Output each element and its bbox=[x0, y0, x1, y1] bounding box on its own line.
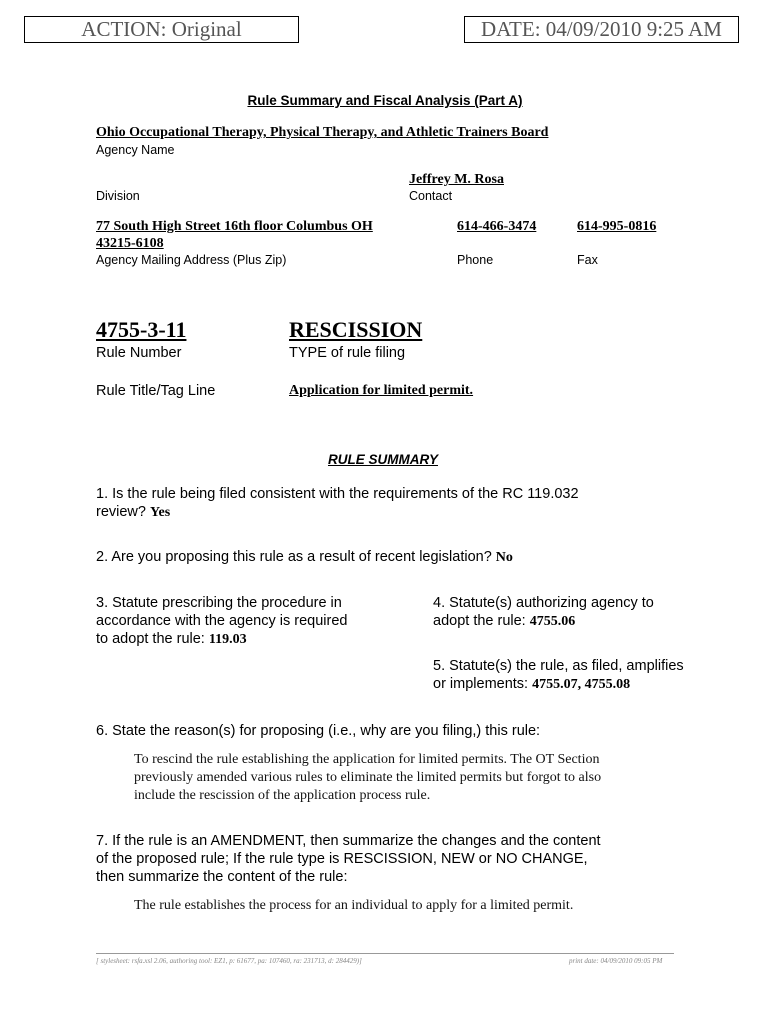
answer-6-line-3: include the rescission of the application process rule. bbox=[134, 788, 431, 803]
answer-1: Yes bbox=[150, 505, 171, 520]
contact-label: Contact bbox=[409, 189, 453, 203]
question-2-text: 2. Are you proposing this rule as a result of recent legislation? bbox=[96, 549, 492, 565]
action-text: ACTION: Original bbox=[81, 17, 242, 41]
question-4-text-end: adopt the rule: bbox=[433, 613, 526, 629]
answer-7: The rule establishes the process for an individual to apply for a limited permit. bbox=[134, 898, 574, 913]
date-box bbox=[464, 16, 739, 43]
question-3-text-end: to adopt the rule: bbox=[96, 631, 205, 647]
question-1 bbox=[96, 485, 696, 522]
rule-number-label: Rule Number bbox=[96, 345, 182, 361]
fax-label: Fax bbox=[577, 253, 598, 267]
question-7-line-3: then summarize the content of the rule: bbox=[96, 869, 348, 885]
phone-number: 614-466-3474 bbox=[457, 219, 537, 234]
division-label: Division bbox=[96, 189, 140, 203]
answer-4: 4755.06 bbox=[529, 614, 576, 629]
question-5-text-end: or implements: bbox=[433, 676, 529, 692]
question-1-review: review? bbox=[96, 504, 146, 520]
question-7 bbox=[96, 832, 746, 886]
footer-divider bbox=[96, 953, 674, 954]
answer-5: 4755.07, 4755.08 bbox=[532, 677, 631, 692]
rule-summary-heading: RULE SUMMARY bbox=[327, 452, 438, 467]
footer-stylesheet: [ stylesheet: rsfa.xsl 2.06, authoring tool: EZ1, p: 61677, pa: 107460, ra: 231713, d: 284429)] bbox=[96, 957, 362, 965]
footer-print-date: print date: 04/09/2010 09:05 PM bbox=[569, 957, 663, 965]
agency-name: Ohio Occupational Therapy, Physical Therapy, and Athletic Trainers Board bbox=[96, 125, 549, 140]
question-5 bbox=[433, 657, 743, 694]
answer-6-line-2: previously amended various rules to eliminate the limited permits but forgot to also bbox=[134, 770, 602, 785]
question-4 bbox=[433, 594, 743, 631]
question-3-line-2: accordance with the agency is required bbox=[96, 613, 348, 629]
rule-title: Application for limited permit. bbox=[289, 383, 474, 398]
address-line-1: 77 South High Street 16th floor Columbus OH bbox=[96, 219, 373, 234]
phone-label: Phone bbox=[457, 253, 494, 267]
answer-6 bbox=[134, 751, 744, 805]
question-4-line-1: 4. Statute(s) authorizing agency to bbox=[433, 595, 654, 611]
question-7-line-1: 7. If the rule is an AMENDMENT, then summarize the changes and the content bbox=[96, 833, 601, 849]
fax-number: 614-995-0816 bbox=[577, 219, 657, 234]
answer-3: 119.03 bbox=[208, 632, 247, 647]
question-3 bbox=[96, 594, 416, 649]
question-1-line-1: 1. Is the rule being filed consistent with the requirements of the RC 119.032 bbox=[96, 486, 579, 502]
answer-2: No bbox=[495, 550, 513, 565]
rule-number: 4755-3-11 bbox=[96, 317, 187, 342]
rule-title-label: Rule Title/Tag Line bbox=[96, 383, 216, 399]
address-label: Agency Mailing Address (Plus Zip) bbox=[96, 253, 287, 267]
question-4-line-2 bbox=[433, 612, 743, 631]
question-5-line-1: 5. Statute(s) the rule, as filed, amplifies bbox=[433, 658, 684, 674]
agency-name-label: Agency Name bbox=[96, 143, 175, 157]
page-title: Rule Summary and Fiscal Analysis (Part A) bbox=[247, 93, 523, 108]
question-2 bbox=[96, 548, 736, 567]
question-6: 6. State the reason(s) for proposing (i.e., why are you filing,) this rule: bbox=[96, 723, 541, 739]
rule-type-label: TYPE of rule filing bbox=[289, 345, 406, 361]
contact-name: Jeffrey M. Rosa bbox=[409, 172, 504, 187]
action-box bbox=[24, 16, 299, 43]
rule-type: RESCISSION bbox=[289, 317, 423, 342]
answer-6-line-1: To rescind the rule establishing the application for limited permits. The OT Section bbox=[134, 752, 600, 767]
question-3-line-3 bbox=[96, 630, 416, 649]
date-text: DATE: 04/09/2010 9:25 AM bbox=[481, 17, 722, 41]
question-1-line-2 bbox=[96, 503, 696, 522]
address-line-2: 43215-6108 bbox=[96, 236, 164, 251]
question-7-line-2: of the proposed rule; If the rule type is RESCISSION, NEW or NO CHANGE, bbox=[96, 851, 588, 867]
question-5-line-2 bbox=[433, 675, 743, 694]
question-3-line-1: 3. Statute prescribing the procedure in bbox=[96, 595, 342, 611]
